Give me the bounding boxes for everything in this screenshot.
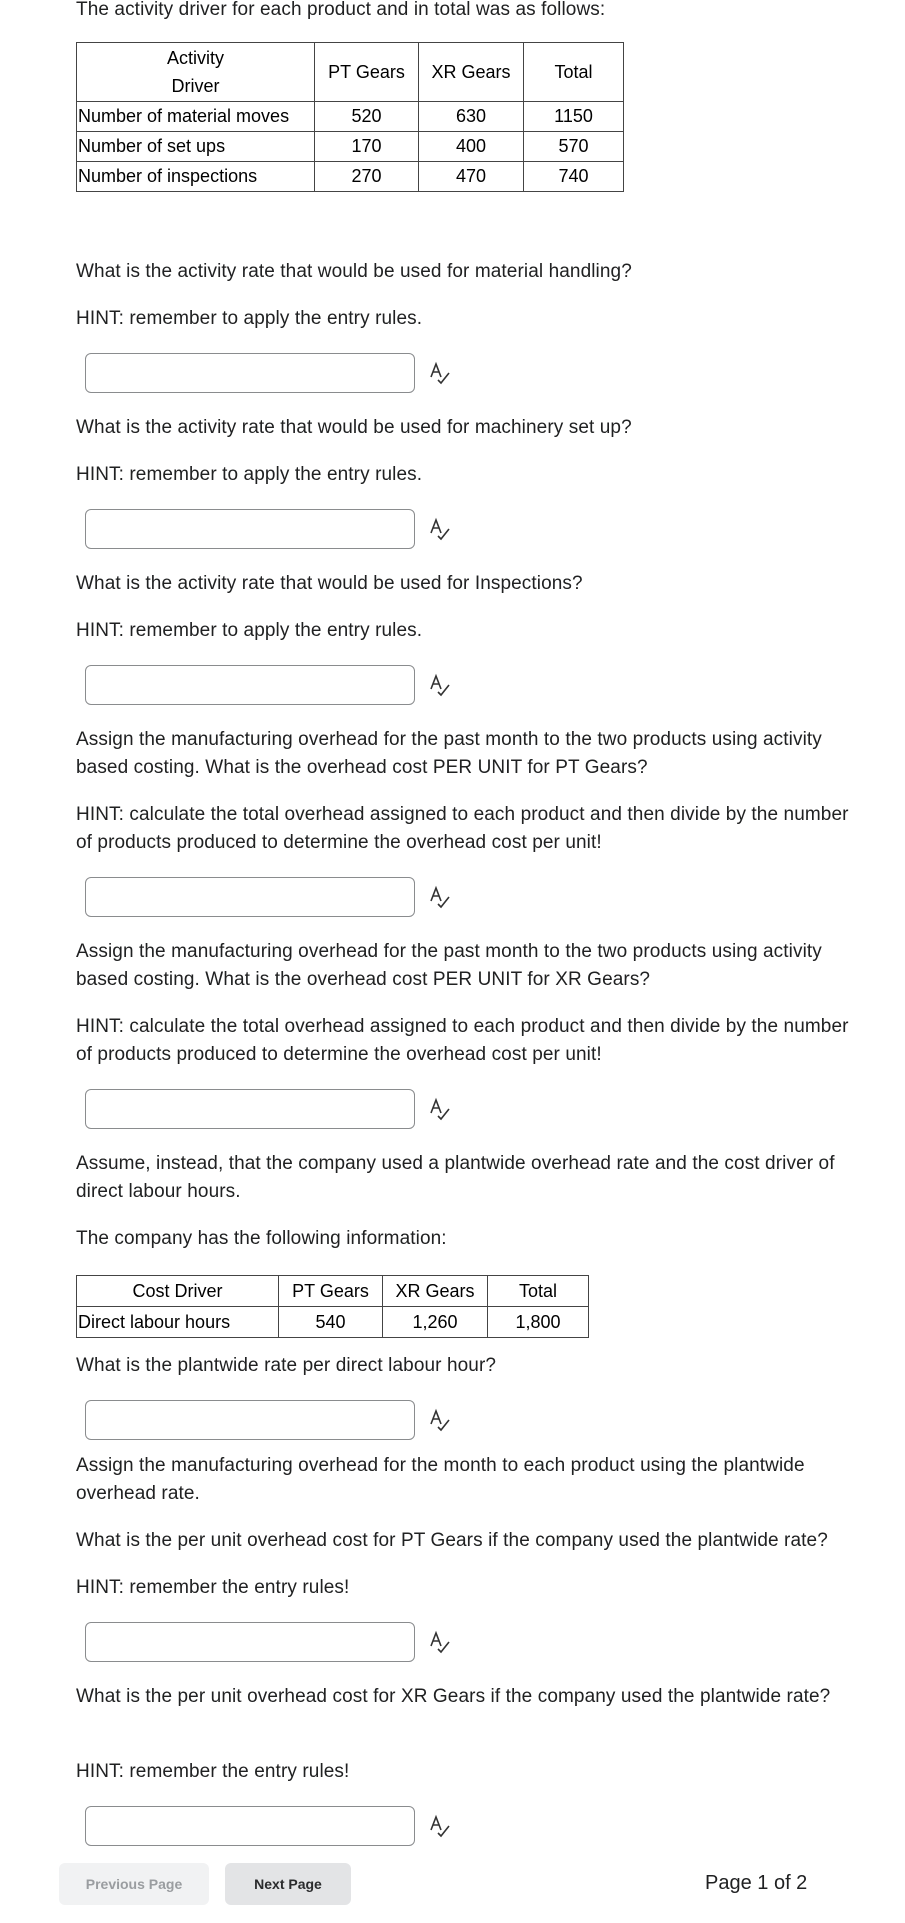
cell-total: 740 [524,162,624,192]
question-inspections: What is the activity rate that would be used for Inspections? [76,573,583,594]
answer-input-xr-gears-abc[interactable] [85,1089,415,1129]
table-header-row [77,43,624,102]
question-pt-gears-abc: Assign the manufacturing overhead for the past month to the two products using activity based costing. What is the overhead cost PER UNIT for PT Gears? [76,729,822,778]
header-cost-driver: Cost Driver [77,1276,279,1307]
answer-input-pt-gears-plantwide[interactable] [85,1622,415,1662]
header-total: Total [488,1276,589,1307]
activity-driver-table [76,42,624,192]
spellcheck-icon[interactable] [428,1408,452,1432]
row-label: Number of inspections [77,162,315,192]
header-activity-driver: Activity Driver [77,43,315,102]
spellcheck-icon[interactable] [428,361,452,385]
table-row [77,102,624,132]
hint-text: HINT: remember to apply the entry rules. [76,464,423,485]
hint-text: HINT: calculate the total overhead assigned to each product and then divide by the number of products produced to determine the overhead cost per unit! [76,1016,849,1065]
hint-text: HINT: calculate the total overhead assigned to each product and then divide by the number of products produced to determine the overhead cost per unit! [76,804,849,853]
row-label: Number of material moves [77,102,315,132]
header-xr-gears: XR Gears [383,1276,488,1307]
cell-total: 570 [524,132,624,162]
table-header-row [77,1276,589,1307]
cell-xr: 400 [419,132,524,162]
answer-input-plantwide-rate[interactable] [85,1400,415,1440]
assign-text: Assign the manufacturing overhead for the month to each product using the plantwide overhead rate. [76,1455,805,1504]
spellcheck-icon[interactable] [428,517,452,541]
row-label: Number of set ups [77,132,315,162]
question-machinery-setup: What is the activity rate that would be used for machinery set up? [76,417,632,438]
header-xr-gears: XR Gears [419,43,524,102]
spellcheck-icon[interactable] [428,1630,452,1654]
cell-pt: 270 [315,162,419,192]
hint-text: HINT: remember the entry rules! [76,1761,350,1782]
cell-xr: 470 [419,162,524,192]
cell-pt: 520 [315,102,419,132]
spellcheck-icon[interactable] [428,673,452,697]
page-indicator: Page 1 of 2 [705,1872,808,1894]
question-material-handling: What is the activity rate that would be used for material handling? [76,261,632,282]
cell-pt: 540 [279,1307,383,1338]
question-xr-gears-plantwide: What is the per unit overhead cost for XR Gears if the company used the plantwide rate? [76,1686,831,1707]
spellcheck-icon[interactable] [428,885,452,909]
cell-xr: 1,260 [383,1307,488,1338]
answer-input-material-handling[interactable] [85,353,415,393]
question-plantwide-rate: What is the plantwide rate per direct labour hour? [76,1355,497,1376]
intro-text: The activity driver for each product and in total was as follows: [76,0,606,20]
table-row [77,1307,589,1338]
answer-input-inspections[interactable] [85,665,415,705]
table-row [77,162,624,192]
cell-total: 1150 [524,102,624,132]
hint-text: HINT: remember the entry rules! [76,1577,350,1598]
question-xr-gears-abc: Assign the manufacturing overhead for the past month to the two products using activity based costing. What is the overhead cost PER UNIT for XR Gears? [76,941,822,990]
info-text: The company has the following information: [76,1228,447,1249]
cell-pt: 170 [315,132,419,162]
question-pt-gears-plantwide: What is the per unit overhead cost for PT Gears if the company used the plantwide rate? [76,1530,828,1551]
answer-input-pt-gears-abc[interactable] [85,877,415,917]
spellcheck-icon[interactable] [428,1097,452,1121]
answer-input-xr-gears-plantwide[interactable] [85,1806,415,1846]
table-row [77,132,624,162]
header-total: Total [524,43,624,102]
next-page-button[interactable]: Next Page [225,1863,351,1905]
header-pt-gears: PT Gears [315,43,419,102]
hint-text: HINT: remember to apply the entry rules. [76,308,423,329]
spellcheck-icon[interactable] [428,1814,452,1838]
answer-input-machinery-setup[interactable] [85,509,415,549]
row-label: Direct labour hours [77,1307,279,1338]
assumption-text: Assume, instead, that the company used a plantwide overhead rate and the cost driver of direct labour hours. [76,1153,835,1202]
cell-xr: 630 [419,102,524,132]
direct-labour-table [76,1275,589,1338]
cell-total: 1,800 [488,1307,589,1338]
header-pt-gears: PT Gears [279,1276,383,1307]
hint-text: HINT: remember to apply the entry rules. [76,620,423,641]
previous-page-button[interactable]: Previous Page [59,1863,209,1905]
